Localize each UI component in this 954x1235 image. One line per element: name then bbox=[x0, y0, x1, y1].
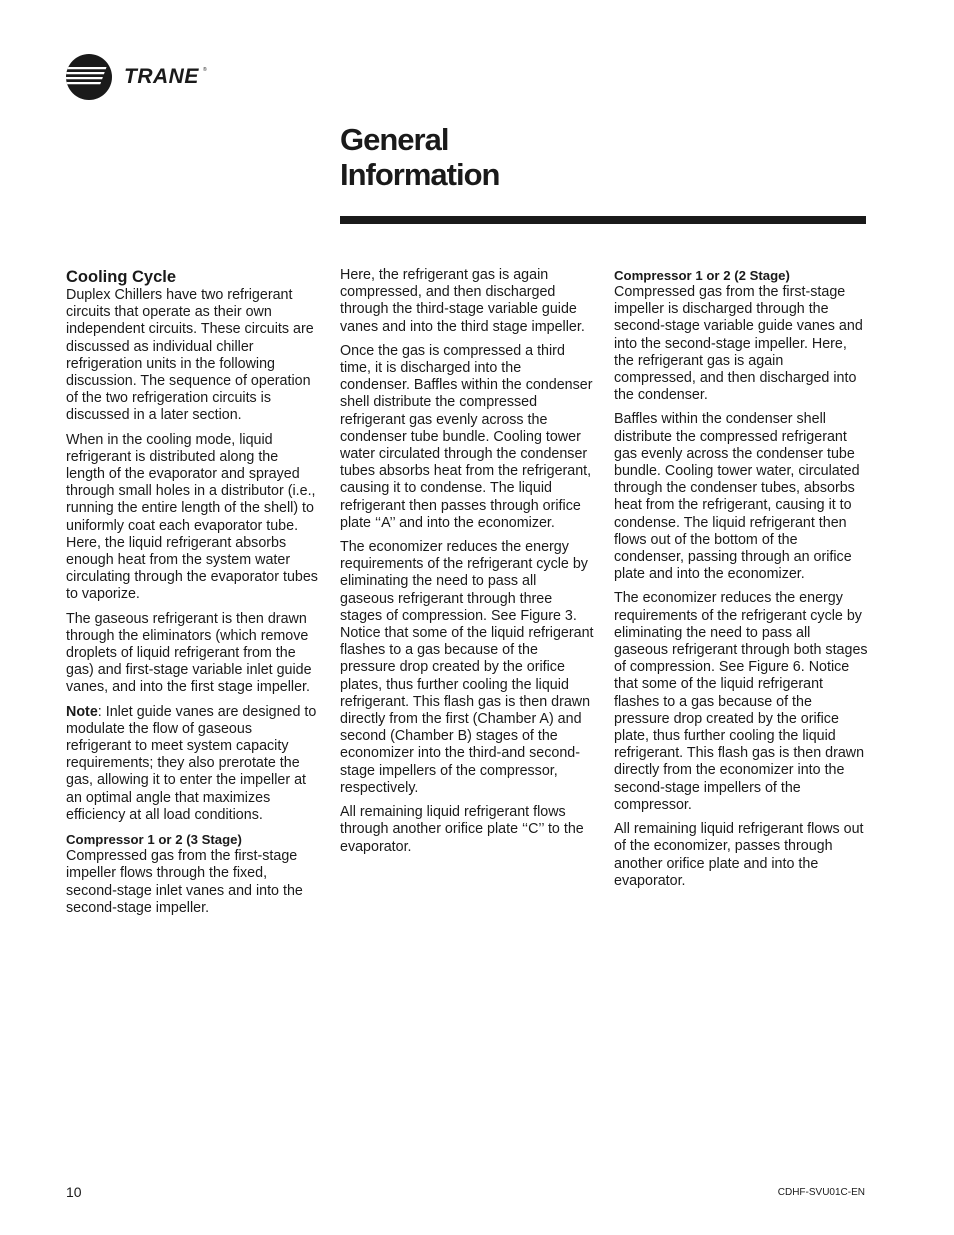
trane-logo bbox=[66, 52, 216, 102]
paragraph: Here, the refrigerant gas is again compressed, and then discharged through the third-stage variable guide vanes and into the third stage impeller. bbox=[340, 267, 585, 335]
column-3 bbox=[614, 267, 868, 897]
document-code: CDHF-SVU01C-EN bbox=[777, 1187, 865, 1198]
paragraph: Once the gas is compressed a third time, it is discharged into the condenser. Baffles within the condenser shell distribute the compressed refrigerant gas evenly across the condenser tube bundle. Cooling tower water circulated through the condenser tubes absorbs heat from the refrigerant, causing it to condense. The liquid refrigerant then passes through orifice plate ‘‘A’’ and into the economizer. bbox=[340, 342, 593, 531]
page-title-line1: General bbox=[340, 122, 449, 157]
svg-text:®: ® bbox=[203, 67, 207, 73]
note-label: Note bbox=[66, 703, 98, 720]
brand-wordmark: TRANE bbox=[124, 65, 199, 88]
trane-logo-icon bbox=[66, 52, 216, 102]
subheading-3-stage: Compressor 1 or 2 (3 Stage) bbox=[66, 832, 242, 848]
subheading-2-stage: Compressor 1 or 2 (2 Stage) bbox=[614, 268, 790, 283]
paragraph: All remaining liquid refrigerant flows through another orifice plate ‘‘C’’ to the evaporator. bbox=[340, 804, 584, 855]
page-title bbox=[340, 122, 500, 192]
section-heading-cooling-cycle: Cooling Cycle bbox=[66, 268, 177, 286]
paragraph: Baffles within the condenser shell distribute the compressed refrigerant gas evenly across the condenser tube bundle. Cooling tower water, circulated through the condenser tubes, absorbs heat from the refrigerant, causing it to condense. The liquid refrigerant then flows out of the bottom of the condenser, passing through an orifice plate and into the economizer. bbox=[614, 411, 860, 583]
note-text: : Inlet guide vanes are designed to modulate the flow of gaseous refrigerant to meet system capacity requirements; they also prerotate the gas, allowing it to enter the impeller at an optimal angle that maximizes efficiency at all load conditions. bbox=[66, 703, 317, 823]
page-number: 10 bbox=[66, 1184, 82, 1200]
column-1 bbox=[66, 267, 320, 924]
paragraph: The economizer reduces the energy requirements of the refrigerant cycle by eliminating the need to pass all gaseous refrigerant through both stages of compression. See Figure 6. Notice that some of the liquid refrigerant flashes to a gas because of the pressure drop created by the orifice plate, thus further cooling the liquid refrigerant. This flash gas is then drawn directly from the economizer into the second-stage impellers of the compressor. bbox=[614, 590, 868, 813]
paragraph: Compressed gas from the first-stage impeller flows through the fixed, second-stage inlet vanes and into the second-stage impeller. bbox=[66, 848, 303, 916]
title-rule bbox=[340, 216, 866, 224]
paragraph: All remaining liquid refrigerant flows out of the economizer, passes through another orifice plate and into the evaporator. bbox=[614, 821, 864, 889]
note-paragraph bbox=[66, 704, 320, 824]
paragraph: The economizer reduces the energy requirements of the refrigerant cycle by eliminating the need to pass all gaseous refrigerant through three stages of compression. See Figure 3. Notice that some of the liquid refrigerant flashes to a gas because of the pressure drop created by the orifice plates, thus further cooling the liquid refrigerant. This flash gas is then drawn directly from the first (Chamber A) and second (Chamber B) stages of the economizer into the third-and second-stage impellers of the compressor, respectively. bbox=[340, 539, 594, 796]
paragraph: The gaseous refrigerant is then drawn through the eliminators (which remove droplets of liquid refrigerant from the gas) and first-stage variable inlet guide vanes, and into the first stage impeller. bbox=[66, 610, 312, 696]
paragraph: When in the cooling mode, liquid refrigerant is distributed along the length of the evaporator and sprayed through small holes in a distributor (i.e., running the entire length of the shell) to uniformly coat each evaporator tube. Here, the liquid refrigerant absorbs enough heat from the system water circulating through the evaporator tubes to vaporize. bbox=[66, 431, 318, 603]
paragraph: Compressed gas from the first-stage impeller is discharged through the second-stage variable guide vanes and into the second-stage impeller. Here, the refrigerant gas is again compressed, and then discharged into the condenser. bbox=[614, 284, 863, 404]
column-2 bbox=[340, 267, 594, 863]
page-title-line2: Information bbox=[340, 157, 500, 192]
paragraph: Duplex Chillers have two refrigerant circuits that operate as their own independent circuits. These circuits are discussed as individual chiller refrigeration units in the following discussion. The sequence of operation of the two refrigeration circuits is discussed in a later section. bbox=[66, 287, 314, 424]
